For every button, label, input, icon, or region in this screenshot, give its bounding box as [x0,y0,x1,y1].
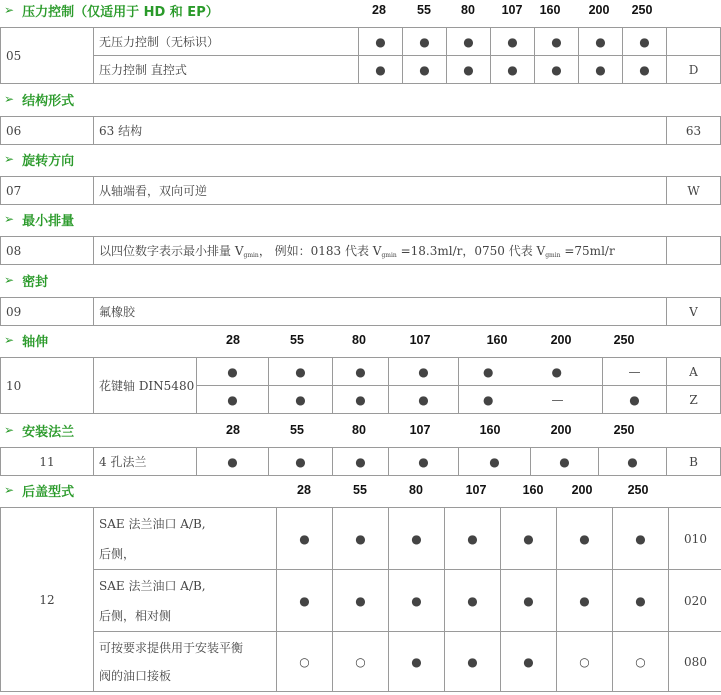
availability-dot: ● [403,56,447,84]
availability-dot: ● [445,632,501,692]
column-label: 200 [550,333,572,347]
availability-dot: ● [447,28,491,56]
availability-dot: ● [269,358,333,386]
availability-dot: ● [557,508,613,570]
availability-dot: ● [599,448,667,476]
availability-dot: ● [491,28,535,56]
option-label: 花键轴 DIN5480 [94,358,197,414]
column-label: 28 [226,423,240,437]
order-code [667,28,721,56]
option-label: 压力控制 直控式 [94,56,359,84]
subscript: gmin [545,252,561,259]
availability-dot [459,386,603,414]
availability-dot: ● [197,358,269,386]
order-code: 020 [669,570,721,632]
availability-dot: ● [535,28,579,56]
label-line: SAE 法兰油口 A/B, [99,516,206,531]
column-label: 250 [631,3,653,17]
section-title: 旋转方向 [22,153,75,169]
option-label: 从轴端看，双向可逆 [94,177,667,205]
code-cell: 06 [1,117,94,145]
cover-table [0,507,721,692]
option-label: 63 结构 [94,117,667,145]
column-label: 160 [522,483,544,497]
column-label: 250 [613,423,635,437]
availability-dot: ● [333,358,389,386]
label-line: 阀的油口接板 [99,668,172,683]
column-label: 107 [501,3,523,17]
availability-dot: ● [359,56,403,84]
column-label: 28 [226,333,240,347]
arrow-icon: ➢ [4,152,15,166]
arrow-icon: ➢ [4,3,15,17]
availability-dot: ● [445,570,501,632]
section-title: 最小排量 [22,213,75,229]
column-label: 107 [409,333,431,347]
label-line: SAE 法兰油口 A/B, [99,578,206,593]
code-cell: 09 [1,298,94,326]
section-title: 结构形式 [22,93,75,109]
section-title: 压力控制（仅适用于 HD 和 EP） [22,4,219,20]
column-label: 250 [613,333,635,347]
availability-dot: ● [197,386,269,414]
order-code: 63 [667,117,721,145]
availability-mark: — [551,392,564,407]
order-code: D [667,56,721,84]
label-part: =75ml/r [560,244,615,258]
column-label: 28 [297,483,311,497]
order-code: B [667,448,721,476]
code-cell: 08 [1,237,94,265]
availability-mark: ● [483,392,494,407]
availability-mark: ● [551,364,562,379]
availability-dot: ● [557,570,613,632]
code-cell: 11 [1,448,94,476]
column-label: 107 [465,483,487,497]
column-label: 80 [352,333,366,347]
availability-dot: ● [579,28,623,56]
column-label: 160 [486,333,508,347]
order-code: W [667,177,721,205]
flange-table [0,447,721,476]
label-line: 后侧，相对侧 [99,608,172,623]
column-label: 250 [627,483,649,497]
availability-dot: ● [389,358,459,386]
column-header-row [0,330,721,350]
arrow-icon: ➢ [4,212,15,226]
availability-dot: ● [501,570,557,632]
availability-dot: ● [333,386,389,414]
availability-dot: ● [403,28,447,56]
availability-dot: ○ [557,632,613,692]
column-header-row [0,420,721,440]
availability-dot: ● [459,448,531,476]
option-label: 4 孔法兰 [94,448,197,476]
availability-dot: ● [623,28,667,56]
order-code: 080 [669,632,721,692]
column-label: 28 [372,3,386,17]
section-header-rotation [0,149,74,169]
option-label: 无压力控制（无标识） [94,28,359,56]
label-part: =18.3ml/r，0750 代表 V [396,244,546,258]
availability-dot: ○ [333,632,389,692]
displacement-table [0,236,721,265]
order-code: Z [667,386,721,414]
availability-dot: ○ [277,632,333,692]
column-label: 80 [461,3,475,17]
label-line: 后侧， [99,546,136,561]
arrow-icon: ➢ [4,423,15,437]
availability-dot: ● [623,56,667,84]
availability-dot: ● [447,56,491,84]
availability-dot: ● [613,508,669,570]
availability-dot: ○ [613,632,669,692]
code-cell: 07 [1,177,94,205]
column-label: 80 [352,423,366,437]
order-code: A [667,358,721,386]
option-label [94,570,277,632]
section-header-displacement [0,209,74,229]
column-label: 107 [409,423,431,437]
column-header-row [0,480,721,500]
structure-table [0,116,721,145]
arrow-icon: ➢ [4,483,15,497]
availability-dot: ● [613,570,669,632]
pressure-table [0,27,721,84]
label-part: 以四位数字表示最小排量 V [99,244,244,258]
arrow-icon: ➢ [4,333,15,347]
option-label: 氟橡胶 [94,298,667,326]
subscript: gmin [381,252,397,259]
seal-table [0,297,721,326]
column-label: 160 [479,423,501,437]
column-label: 200 [571,483,593,497]
option-label [94,632,277,692]
availability-dot: — [603,358,667,386]
section-header-structure [0,89,74,109]
rotation-table [0,176,721,205]
order-code [667,237,721,265]
order-code: V [667,298,721,326]
column-label: 80 [409,483,423,497]
subscript: gmin [243,252,259,259]
arrow-icon: ➢ [4,92,15,106]
availability-dot: ● [359,28,403,56]
availability-dot: ● [269,386,333,414]
availability-dot: ● [333,570,389,632]
section-title: 后盖型式 [22,484,75,500]
order-code: 010 [669,508,721,570]
availability-dot: ● [501,508,557,570]
availability-dot: ● [277,508,333,570]
availability-dot: ● [389,632,445,692]
column-label: 55 [353,483,367,497]
section-header-seal [0,270,48,290]
availability-dot: ● [603,386,667,414]
column-label: 55 [290,423,304,437]
availability-mark: ● [483,364,494,379]
column-header-row [0,0,721,20]
column-label: 200 [588,3,610,17]
column-label: 55 [417,3,431,17]
availability-dot: ● [535,56,579,84]
shaft-table [0,357,721,414]
section-title: 密封 [22,274,49,290]
availability-dot: ● [389,570,445,632]
availability-dot: ● [491,56,535,84]
availability-dot: ● [389,508,445,570]
availability-dot: ● [531,448,599,476]
availability-dot: ● [389,448,459,476]
code-cell: 12 [1,508,94,692]
availability-dot: ● [269,448,333,476]
column-label: 55 [290,333,304,347]
label-line: 可按要求提供用于安装平衡 [99,640,244,655]
code-cell: 10 [1,358,94,414]
availability-dot: ● [333,508,389,570]
column-label: 200 [550,423,572,437]
section-title: 安装法兰 [22,424,75,440]
availability-dot: ● [197,448,269,476]
availability-dot: ● [501,632,557,692]
section-title: 轴伸 [22,334,49,350]
availability-dot: ● [333,448,389,476]
code-cell: 05 [1,28,94,84]
label-part: ， 例如：0183 代表 V [258,244,382,258]
option-label [94,237,667,265]
option-label [94,508,277,570]
availability-dot: ● [445,508,501,570]
availability-dot: ● [389,386,459,414]
availability-dot: ● [277,570,333,632]
availability-dot: ● [579,56,623,84]
availability-dot [459,358,603,386]
column-label: 160 [539,3,561,17]
arrow-icon: ➢ [4,273,15,287]
